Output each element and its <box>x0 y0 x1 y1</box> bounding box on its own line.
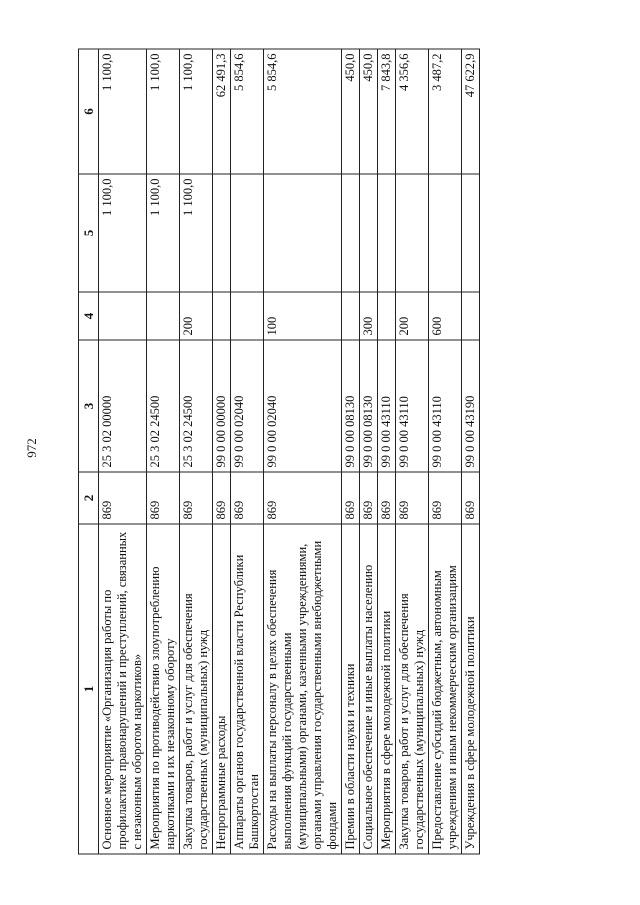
row-ministry-code: 869 <box>264 472 342 524</box>
row-name: Предоставление субсидий бюджетным, автономным учреждениям и иным некоммерческим организациям <box>429 524 462 854</box>
header-col-1: 1 <box>79 524 99 854</box>
row-expense-type: 600 <box>429 292 462 340</box>
row-target-code: 25 3 02 00000 <box>99 340 147 472</box>
row-target-code: 99 0 00 43110 <box>378 340 396 472</box>
row-expense-type <box>462 292 480 340</box>
row-program-amount <box>396 174 429 292</box>
page-number: 972 <box>23 438 39 458</box>
row-target-code: 99 0 00 08130 <box>342 340 360 472</box>
row-total-amount: 5 854,6 <box>264 49 342 174</box>
row-target-code: 99 0 00 43110 <box>429 340 462 472</box>
table-row <box>213 49 231 854</box>
table-row <box>147 49 180 854</box>
row-ministry-code: 869 <box>342 472 360 524</box>
row-target-code: 99 0 00 43190 <box>462 340 480 472</box>
row-total-amount: 7 843,8 <box>378 49 396 174</box>
row-name: Учреждения в сфере молодежной политики <box>462 524 480 854</box>
row-target-code: 99 0 00 02040 <box>231 340 264 472</box>
row-total-amount: 450,0 <box>360 49 378 174</box>
row-ministry-code: 869 <box>147 472 180 524</box>
row-name: Социальное обеспечение и иные выплаты населению <box>360 524 378 854</box>
row-target-code: 99 0 00 43110 <box>396 340 429 472</box>
row-name: Мероприятия в сфере молодежной политики <box>378 524 396 854</box>
row-total-amount: 3 487,2 <box>429 49 462 174</box>
row-total-amount: 450,0 <box>342 49 360 174</box>
row-expense-type <box>213 292 231 340</box>
row-program-amount <box>462 174 480 292</box>
row-name: Закупка товаров, работ и услуг для обеспечения государственных (муниципальных) нужд <box>180 524 213 854</box>
row-expense-type: 100 <box>264 292 342 340</box>
row-total-amount: 47 622,9 <box>462 49 480 174</box>
row-total-amount: 1 100,0 <box>99 49 147 174</box>
row-program-amount <box>231 174 264 292</box>
row-expense-type <box>231 292 264 340</box>
header-col-5: 5 <box>79 174 99 292</box>
row-ministry-code: 869 <box>429 472 462 524</box>
row-expense-type: 200 <box>396 292 429 340</box>
row-total-amount: 4 356,6 <box>396 49 429 174</box>
row-expense-type <box>99 292 147 340</box>
row-ministry-code: 869 <box>231 472 264 524</box>
row-ministry-code: 869 <box>378 472 396 524</box>
row-program-amount <box>213 174 231 292</box>
row-ministry-code: 869 <box>360 472 378 524</box>
header-col-3: 3 <box>79 340 99 472</box>
table-row <box>264 49 342 854</box>
table-row <box>378 49 396 854</box>
row-ministry-code: 869 <box>462 472 480 524</box>
table-row <box>429 49 462 854</box>
header-row <box>79 49 99 854</box>
row-program-amount: 1 100,0 <box>99 174 147 292</box>
row-name: Мероприятия по противодействию злоупотреблению наркотиками и их незаконному обороту <box>147 524 180 854</box>
row-ministry-code: 869 <box>99 472 147 524</box>
row-total-amount: 1 100,0 <box>180 49 213 174</box>
table-row <box>462 49 480 854</box>
row-name: Закупка товаров, работ и услуг для обеспечения государственных (муниципальных) нужд <box>396 524 429 854</box>
table-row <box>99 49 147 854</box>
row-target-code: 25 3 02 24500 <box>180 340 213 472</box>
row-program-amount: 1 100,0 <box>147 174 180 292</box>
row-target-code: 25 3 02 24500 <box>147 340 180 472</box>
row-program-amount: 1 100,0 <box>180 174 213 292</box>
table-row <box>231 49 264 854</box>
row-expense-type <box>342 292 360 340</box>
row-name: Аппараты органов государственной власти Республики Башкортостан <box>231 524 264 854</box>
header-col-2: 2 <box>79 472 99 524</box>
table-row <box>360 49 378 854</box>
row-ministry-code: 869 <box>180 472 213 524</box>
row-target-code: 99 0 00 00000 <box>213 340 231 472</box>
row-expense-type: 200 <box>180 292 213 340</box>
row-expense-type <box>147 292 180 340</box>
row-program-amount <box>429 174 462 292</box>
row-name: Основное мероприятие «Организация работы по профилактике правонарушений и преступлений, связанных с незаконным оборотом наркотиков» <box>99 524 147 854</box>
row-expense-type <box>378 292 396 340</box>
table-row <box>180 49 213 854</box>
row-target-code: 99 0 00 02040 <box>264 340 342 472</box>
row-total-amount: 5 854,6 <box>231 49 264 174</box>
table-row <box>342 49 360 854</box>
budget-table <box>78 49 480 855</box>
budget-table-sheet <box>78 50 558 855</box>
row-name: Непрограммные расходы <box>213 524 231 854</box>
row-total-amount: 1 100,0 <box>147 49 180 174</box>
header-col-6: 6 <box>79 49 99 174</box>
header-col-4: 4 <box>79 292 99 340</box>
row-program-amount <box>264 174 342 292</box>
row-program-amount <box>360 174 378 292</box>
row-name: Расходы на выплаты персоналу в целях обеспечения выполнения функций государственными (муниципальными) органами, казенными учреждениями, органами управления государственными внебюджетными фондами <box>264 524 342 854</box>
row-total-amount: 62 491,3 <box>213 49 231 174</box>
row-program-amount <box>378 174 396 292</box>
row-program-amount <box>342 174 360 292</box>
table-row <box>396 49 429 854</box>
row-name: Премии в области науки и техники <box>342 524 360 854</box>
row-target-code: 99 0 00 08130 <box>360 340 378 472</box>
row-expense-type: 300 <box>360 292 378 340</box>
row-ministry-code: 869 <box>396 472 429 524</box>
row-ministry-code: 869 <box>213 472 231 524</box>
